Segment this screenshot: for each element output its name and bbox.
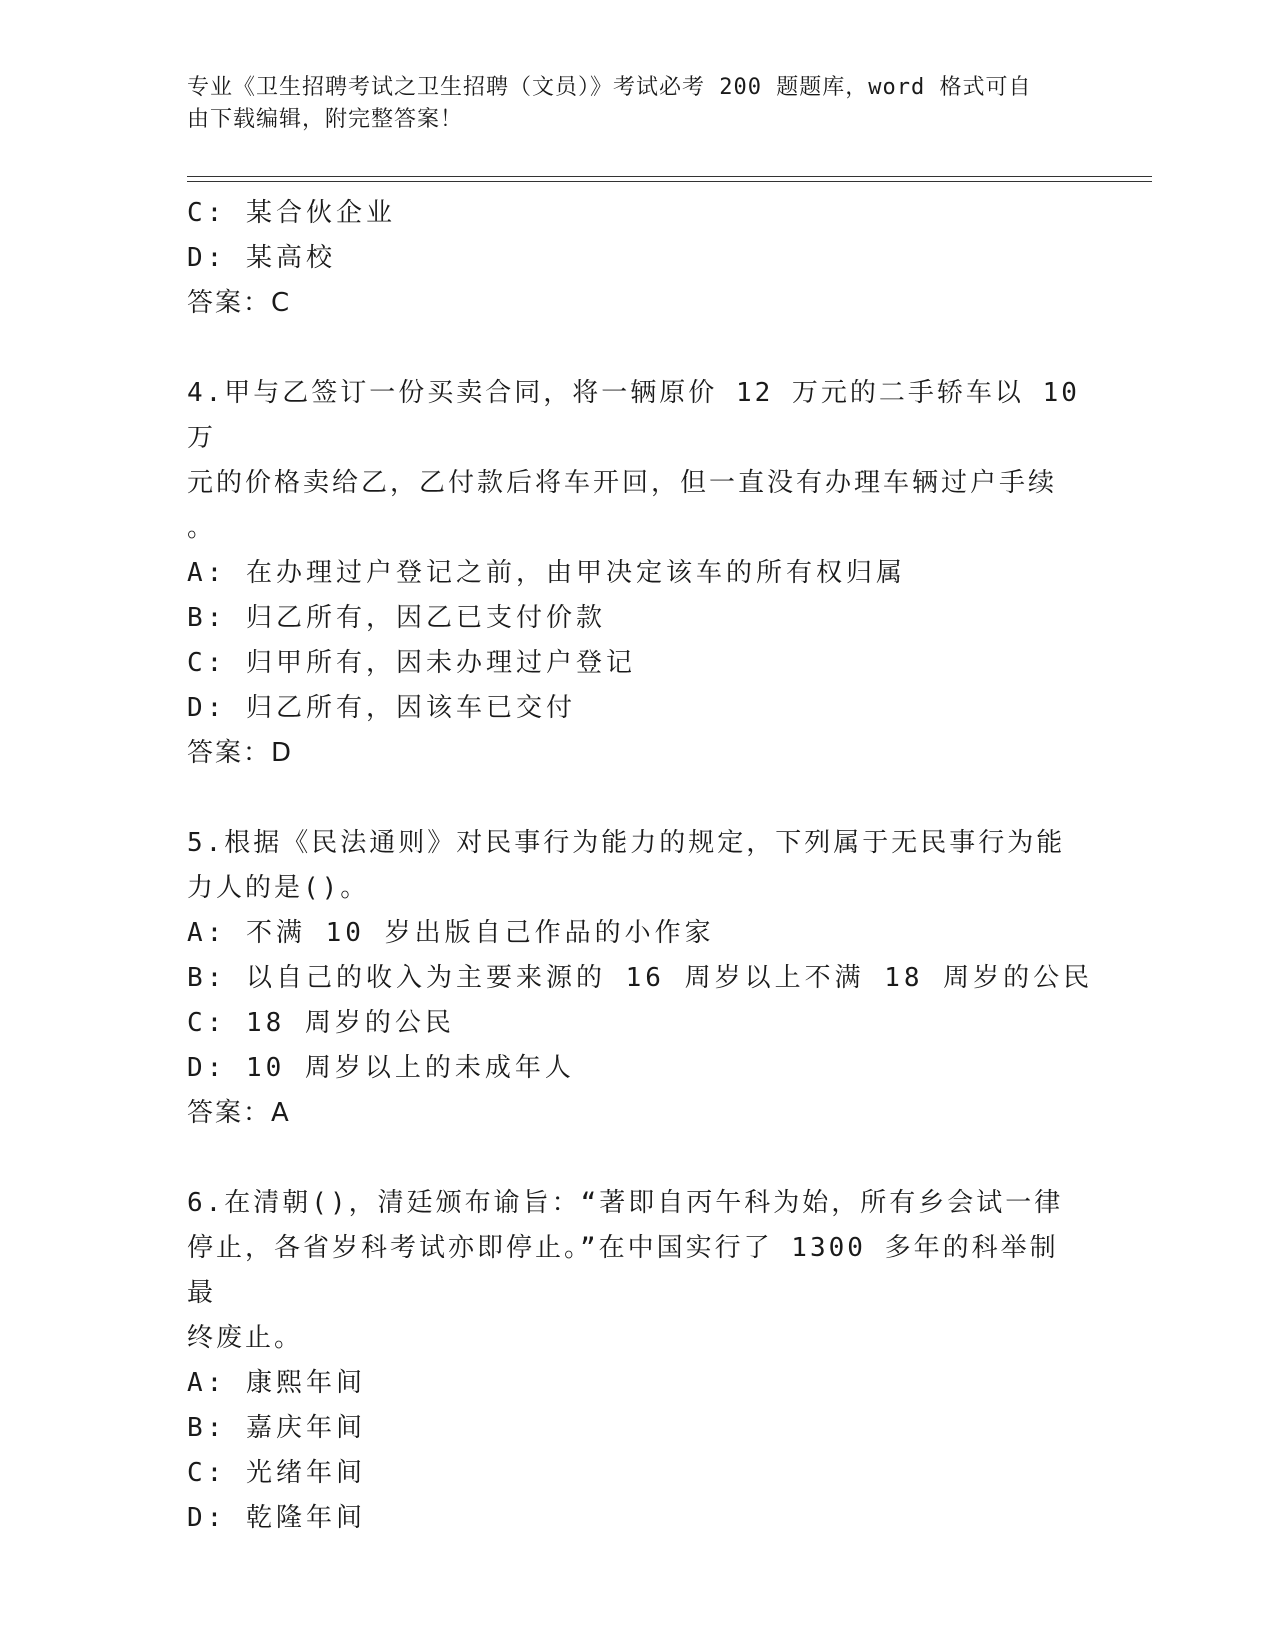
option-b: B: 归乙所有，因乙已支付价款: [187, 603, 606, 633]
option-a: A: 在办理过户登记之前，由甲决定该车的所有权归属: [187, 558, 906, 588]
question-text-line: 力人的是()。: [187, 873, 370, 903]
option-d: D: 某高校: [187, 243, 336, 273]
answer: 答案：A: [187, 1098, 291, 1128]
spacer: [187, 326, 1087, 371]
option-d: D: 10 周岁以上的未成年人: [187, 1053, 575, 1083]
question-3-tail: [187, 191, 1087, 326]
header-line-2: 由下载编辑，附完整答案！: [187, 107, 464, 132]
spacer: [187, 776, 1087, 821]
question-text-line: 元的价格卖给乙，乙付款后将车开回，但一直没有办理车辆过户手续: [187, 468, 1058, 498]
option-c: C: 光绪年间: [187, 1458, 366, 1488]
option-c: C: 某合伙企业: [187, 198, 396, 228]
question-text-line: 终废止。: [187, 1323, 304, 1353]
answer: 答案：C: [187, 288, 292, 318]
question-text-line: 6.在清朝()，清廷颁布谕旨：“著即自丙午科为始，所有乡会试一律: [187, 1188, 1064, 1218]
spacer: [187, 1136, 1087, 1181]
question-text-line: 停止，各省岁科考试亦即停止。”在中国实行了 1300 多年的科举制最: [187, 1233, 1059, 1308]
option-c: C: 18 周岁的公民: [187, 1008, 455, 1038]
question-6: [187, 1181, 1087, 1541]
header-divider-top: [187, 176, 1152, 177]
answer: 答案：D: [187, 738, 294, 768]
option-b: B: 嘉庆年间: [187, 1413, 366, 1443]
option-a: A: 康熙年间: [187, 1368, 366, 1398]
question-text-line: 5.根据《民法通则》对民事行为能力的规定，下列属于无民事行为能: [187, 828, 1066, 858]
option-d: D: 乾隆年间: [187, 1503, 366, 1533]
header-divider-bottom: [187, 181, 1152, 182]
option-d: D: 归乙所有，因该车已交付: [187, 693, 576, 723]
header-line-1: 专业《卫生招聘考试之卫生招聘（文员）》考试必考 200 题题库，word 格式可自: [187, 75, 1032, 100]
option-a: A: 不满 10 岁出版自己作品的小作家: [187, 918, 715, 948]
question-5: [187, 821, 1094, 1136]
question-text-line: 。: [187, 513, 217, 543]
question-list: [187, 191, 1094, 1541]
option-c: C: 归甲所有，因未办理过户登记: [187, 648, 636, 678]
document-header: [187, 72, 1067, 136]
option-b: B: 以自己的收入为主要来源的 16 周岁以上不满 18 周岁的公民: [187, 963, 1094, 993]
question-4: [187, 371, 1087, 776]
question-text-line: 4.甲与乙签订一份买卖合同，将一辆原价 12 万元的二手轿车以 10 万: [187, 378, 1080, 453]
